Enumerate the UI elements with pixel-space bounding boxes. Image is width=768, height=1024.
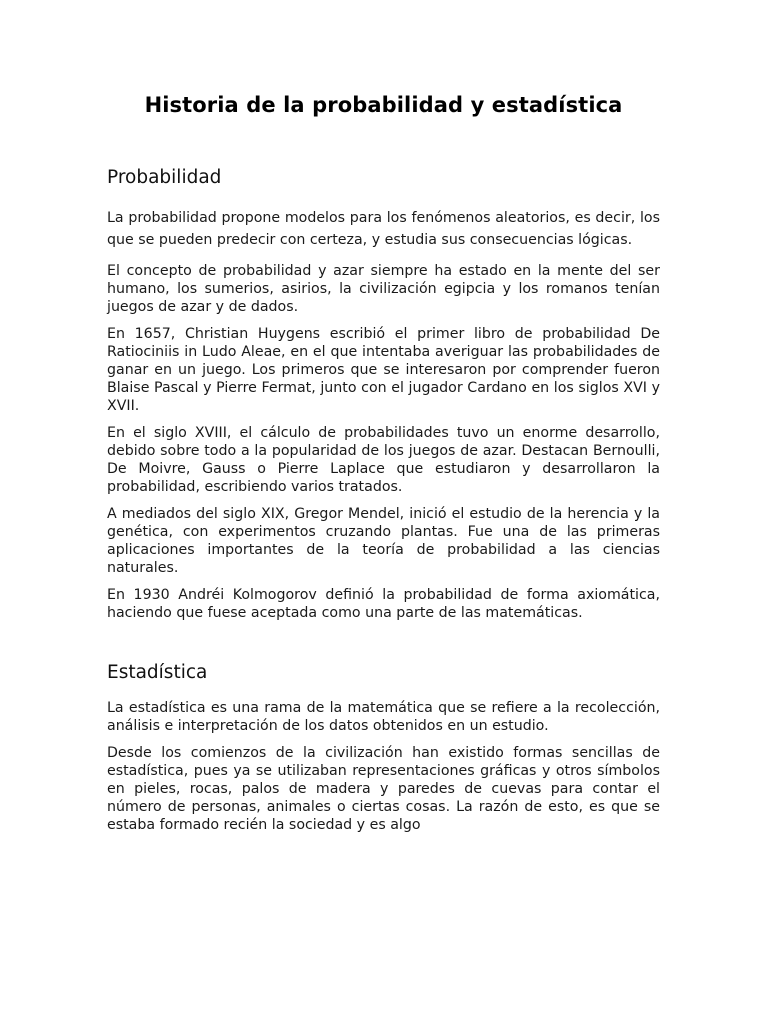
paragraph-probabilidad-6: En 1930 Andréi Kolmogorov definió la probabilidad de forma axiomática, haciendo que fuese aceptada como una parte de las matemáticas. <box>107 587 660 621</box>
paragraph-probabilidad-5: A mediados del siglo XIX, Gregor Mendel, inició el estudio de la herencia y la genética, con experimentos cruzando plantas. Fue una de las primeras aplicaciones importantes de la teoría de probabilidad a las ciencias naturales. <box>107 506 660 576</box>
document-page <box>107 88 660 834</box>
paragraph-probabilidad-2: El concepto de probabilidad y azar siempre ha estado en la mente del ser humano, los sumerios, asirios, la civilización egipcia y los romanos tenían juegos de azar y de dados. <box>107 263 660 315</box>
paragraph-probabilidad-4: En el siglo XVIII, el cálculo de probabilidades tuvo un enorme desarrollo, debido sobre todo a la popularidad de los juegos de azar. Destacan Bernoulli, De Moivre, Gauss o Pierre Laplace que estudiaron y desarrollaron la probabilidad, escribiendo varios tratados. <box>107 425 660 495</box>
section-heading-probabilidad: Probabilidad <box>107 167 222 188</box>
paragraph-probabilidad-3: En 1657, Christian Huygens escribió el primer libro de probabilidad De Ratiociniis in Ludo Aleae, en el que intentaba averiguar las probabilidades de ganar en un juego. Los primeros que se interesaron por comprender fueron Blaise Pascal y Pierre Fermat, junto con el jugador Cardano en los siglos XVI y XVII. <box>107 326 660 414</box>
section-heading-estadistica: Estadística <box>107 662 208 683</box>
document-title: Historia de la probabilidad y estadística <box>144 93 623 117</box>
paragraph-probabilidad-1: La probabilidad propone modelos para los fenómenos aleatorios, es decir, los que se pueden predecir con certeza, y estudia sus consecuencias lógicas. <box>107 210 660 248</box>
paragraph-estadistica-2: Desde los comienzos de la civilización han existido formas sencillas de estadística, pues ya se utilizaban representaciones gráficas y otros símbolos en pieles, rocas, palos de madera y paredes de cuevas para contar el número de personas, animales o ciertas cosas. La razón de esto, es que se estaba formado recién la sociedad y es algo <box>107 745 660 833</box>
paragraph-estadistica-1: La estadística es una rama de la matemática que se refiere a la recolección, análisis e interpretación de los datos obtenidos en un estudio. <box>107 700 660 734</box>
